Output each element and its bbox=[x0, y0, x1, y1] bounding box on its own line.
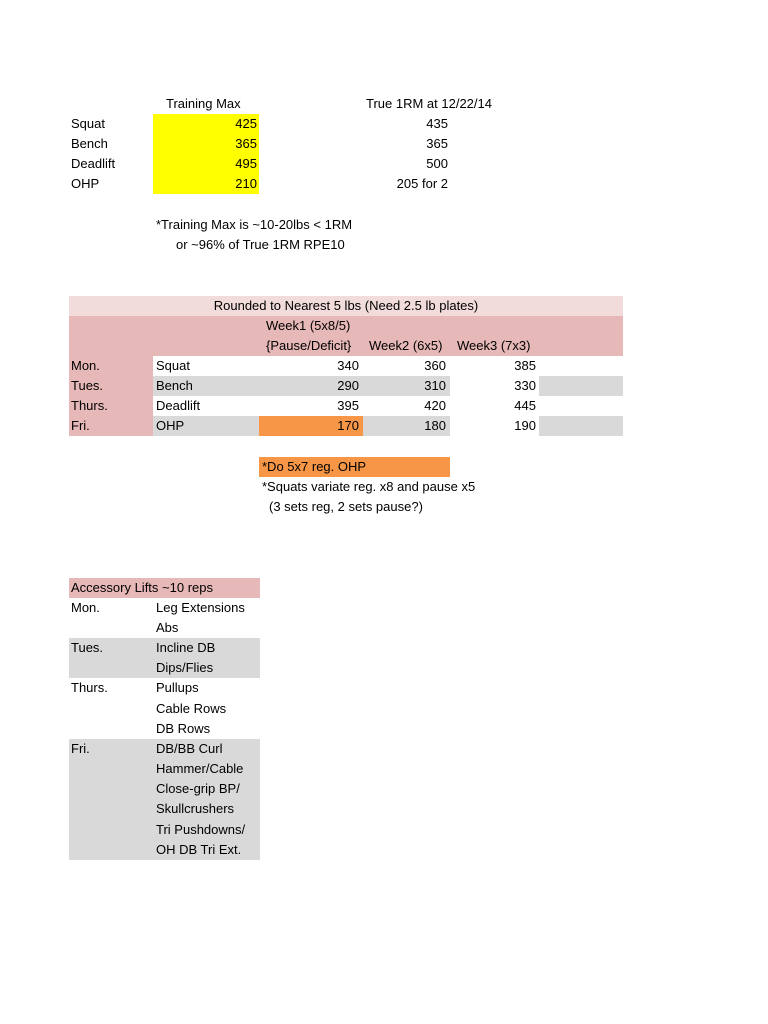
table-row-week1: 340 bbox=[337, 358, 359, 373]
training-max-header: Training Max bbox=[166, 96, 241, 111]
max-row-tm: 365 bbox=[235, 136, 257, 151]
table-row-lift: Squat bbox=[156, 358, 190, 373]
table-row-day: Tues. bbox=[71, 378, 104, 393]
week1-header-line2: {Pause/Deficit} bbox=[266, 338, 352, 353]
true-1rm-header: True 1RM at 12/22/14 bbox=[366, 96, 492, 111]
accessory-day: Fri. bbox=[71, 741, 90, 756]
accessory-lift: Abs bbox=[156, 620, 179, 635]
max-row-1rm: 435 bbox=[426, 116, 448, 131]
week-table-title: Rounded to Nearest 5 lbs (Need 2.5 lb plates) bbox=[213, 298, 479, 313]
max-row-lift: OHP bbox=[71, 176, 100, 191]
table-row-week3: 445 bbox=[514, 398, 536, 413]
max-row-tm: 425 bbox=[235, 116, 257, 131]
accessory-lift: Close-grip BP/ bbox=[156, 781, 240, 796]
accessory-lift: DB/BB Curl bbox=[156, 741, 223, 756]
accessory-lift: Hammer/Cable bbox=[156, 761, 244, 776]
table-row-day: Mon. bbox=[71, 358, 100, 373]
table-row-lift: OHP bbox=[156, 418, 185, 433]
table-row-day: Thurs. bbox=[71, 398, 108, 413]
max-row-1rm: 500 bbox=[426, 156, 448, 171]
accessory-day: Mon. bbox=[71, 600, 100, 615]
table-row-week2: 310 bbox=[424, 378, 446, 393]
table-row-lift: Bench bbox=[156, 378, 193, 393]
accessory-lift: Tri Pushdowns/ bbox=[156, 822, 246, 837]
table-row-week3: 190 bbox=[514, 418, 536, 433]
max-row-lift: Deadlift bbox=[71, 156, 116, 171]
accessory-header: Accessory Lifts ~10 reps bbox=[71, 580, 213, 595]
accessory-lift: DB Rows bbox=[156, 721, 211, 736]
accessory-lift: Skullcrushers bbox=[156, 801, 235, 816]
table-row-week2: 180 bbox=[424, 418, 446, 433]
accessory-day: Tues. bbox=[71, 640, 104, 655]
table-row-day: Fri. bbox=[71, 418, 90, 433]
table-row-week3: 385 bbox=[514, 358, 536, 373]
week2-header: Week2 (6x5) bbox=[369, 338, 443, 353]
accessory-lift: Cable Rows bbox=[156, 701, 227, 716]
table-row-week2: 420 bbox=[424, 398, 446, 413]
table-row-week1: 170 bbox=[337, 418, 359, 433]
accessory-lift: Pullups bbox=[156, 680, 199, 695]
training-max-note-line1: *Training Max is ~10-20lbs < 1RM bbox=[156, 217, 353, 232]
week1-header-line1: Week1 (5x8/5) bbox=[266, 318, 351, 333]
table-row-week1: 290 bbox=[337, 378, 359, 393]
max-row-tm: 210 bbox=[235, 176, 257, 191]
accessory-lift: Dips/Flies bbox=[156, 660, 214, 675]
training-max-note-line2: or ~96% of True 1RM RPE10 bbox=[176, 237, 345, 252]
accessory-lift: OH DB Tri Ext. bbox=[156, 842, 242, 857]
table-row-shade bbox=[539, 416, 623, 436]
accessory-lift: Leg Extensions bbox=[156, 600, 245, 615]
table-row-shade bbox=[539, 376, 623, 396]
ohp-note: *Do 5x7 reg. OHP bbox=[262, 459, 367, 474]
max-row-lift: Squat bbox=[71, 116, 105, 131]
squat-note-line1: *Squats variate reg. x8 and pause x5 bbox=[262, 479, 476, 494]
accessory-day: Thurs. bbox=[71, 680, 108, 695]
accessory-lift: Incline DB bbox=[156, 640, 216, 655]
max-row-tm: 495 bbox=[235, 156, 257, 171]
squat-note-line2: (3 sets reg, 2 sets pause?) bbox=[269, 499, 423, 514]
table-row-week3: 330 bbox=[514, 378, 536, 393]
max-row-1rm: 365 bbox=[426, 136, 448, 151]
week3-header: Week3 (7x3) bbox=[457, 338, 531, 353]
max-row-lift: Bench bbox=[71, 136, 108, 151]
max-row-1rm: 205 for 2 bbox=[396, 176, 448, 191]
table-row-week2: 360 bbox=[424, 358, 446, 373]
table-row-lift: Deadlift bbox=[156, 398, 201, 413]
table-row-week1: 395 bbox=[337, 398, 359, 413]
